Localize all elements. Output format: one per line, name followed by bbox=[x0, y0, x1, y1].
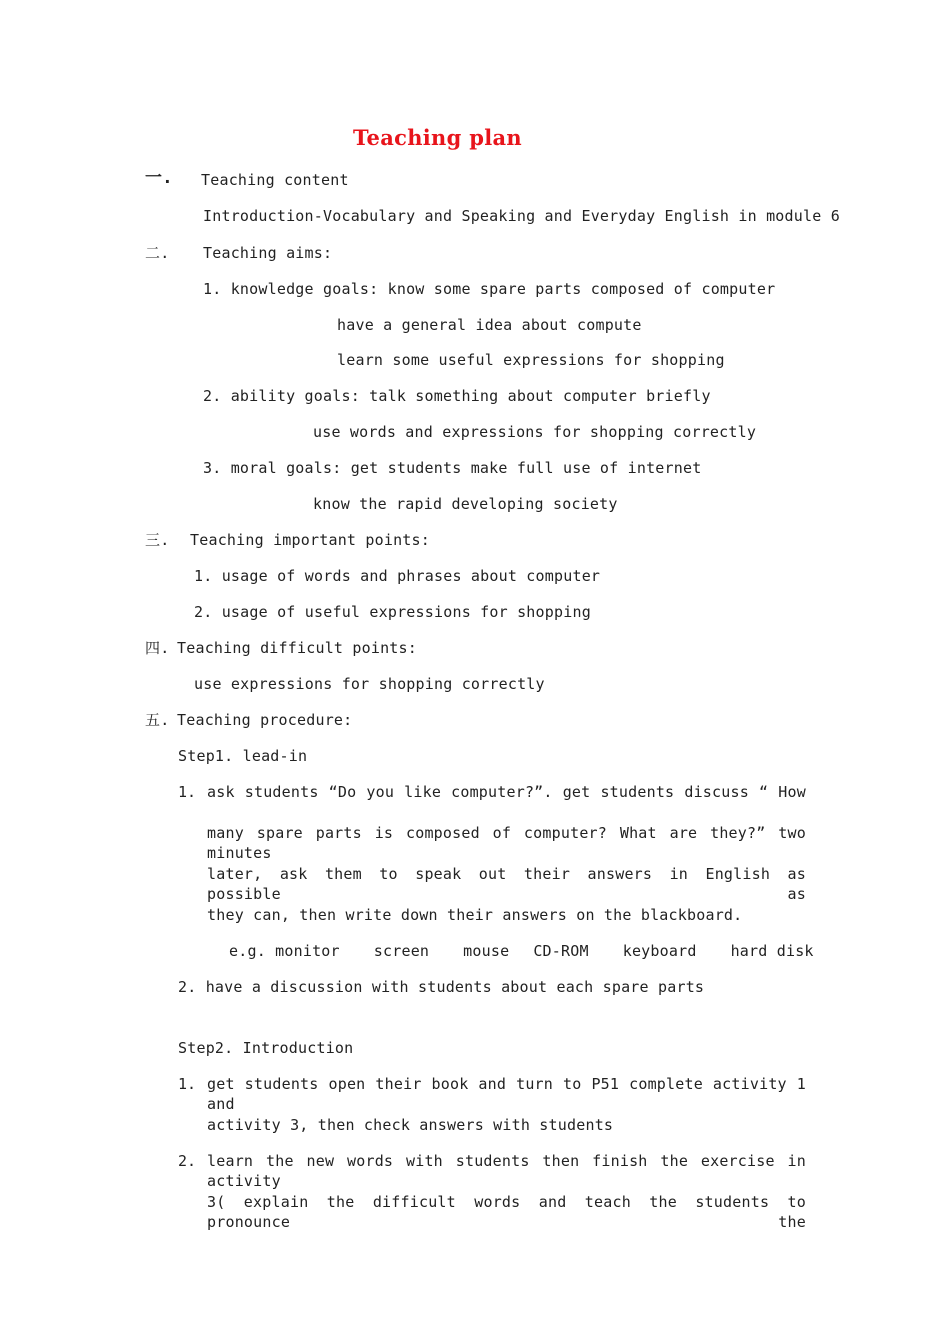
step-1-item-1-line-2: many spare parts is composed of computer? What are they?” two minutes bbox=[207, 824, 806, 862]
example-parts-line bbox=[229, 941, 814, 961]
moral-goal-line-1: 3. moral goals: get students make full use of internet bbox=[203, 459, 702, 477]
ability-goal-line-1: 2. ability goals: talk something about computer briefly bbox=[203, 387, 711, 405]
knowledge-goal-line-1: 1. knowledge goals: know some spare parts composed of computer bbox=[203, 280, 776, 298]
section-1-text: Introduction-Vocabulary and Speaking and Everyday English in module 6 bbox=[203, 207, 840, 225]
step-2-item-2-line-2: 3( explain the difficult words and teach the students to pronounce the bbox=[207, 1193, 806, 1231]
example-part: hard disk bbox=[730, 942, 814, 960]
example-part: screen bbox=[373, 942, 430, 960]
step-1-item-1-line-3: later, ask them to speak out their answers in English as possible as bbox=[207, 865, 806, 903]
step-2-item-2-line-1: learn the new words with students then finish the exercise in activity bbox=[207, 1152, 806, 1190]
section-2-heading: Teaching aims: bbox=[203, 244, 333, 262]
example-part: CD-ROM bbox=[533, 942, 589, 960]
example-part: mouse bbox=[463, 942, 510, 960]
step-2-item-1-line-2: activity 3, then check answers with students bbox=[207, 1116, 614, 1134]
section-2-number: 二. bbox=[145, 244, 170, 262]
step-2-heading: Step2. Introduction bbox=[178, 1039, 354, 1057]
section-5-number: 五. bbox=[145, 711, 170, 729]
difficult-point-1: use expressions for shopping correctly bbox=[194, 675, 545, 693]
important-point-2: 2. usage of useful expressions for shopping bbox=[194, 603, 591, 621]
step-1-item-1-number: 1. bbox=[178, 783, 197, 801]
example-part: keyboard bbox=[622, 942, 697, 960]
moral-goal-line-2: know the rapid developing society bbox=[313, 495, 618, 513]
step-1-heading: Step1. lead-in bbox=[178, 747, 308, 765]
page-title: Teaching plan bbox=[353, 125, 522, 150]
section-5-heading: Teaching procedure: bbox=[177, 711, 353, 729]
step-2-item-2-number: 2. bbox=[178, 1152, 197, 1170]
ability-goal-line-2: use words and expressions for shopping correctly bbox=[313, 423, 757, 441]
section-3-number: 三. bbox=[145, 531, 170, 549]
knowledge-goal-line-2: have a general idea about compute bbox=[337, 316, 642, 334]
section-1-heading: Teaching content bbox=[201, 171, 349, 189]
step-2-item-1-line-1: get students open their book and turn to P51 complete activity 1 and bbox=[207, 1075, 806, 1113]
section-1-number: 一. bbox=[145, 168, 173, 188]
step-2-item-1-number: 1. bbox=[178, 1075, 197, 1093]
section-4-number: 四. bbox=[145, 639, 170, 657]
section-4-heading: Teaching difficult points: bbox=[177, 639, 417, 657]
step-1-item-2: 2. have a discussion with students about each spare parts bbox=[178, 978, 705, 996]
section-3-heading: Teaching important points: bbox=[190, 531, 430, 549]
step-1-item-1-line-1: ask students “Do you like computer?”. get students discuss “ How bbox=[207, 783, 806, 801]
knowledge-goal-line-3: learn some useful expressions for shopping bbox=[337, 351, 725, 369]
important-point-1: 1. usage of words and phrases about computer bbox=[194, 567, 601, 585]
step-1-item-1-line-4: they can, then write down their answers on the blackboard. bbox=[207, 906, 743, 924]
example-part: e.g. monitor bbox=[229, 942, 340, 960]
